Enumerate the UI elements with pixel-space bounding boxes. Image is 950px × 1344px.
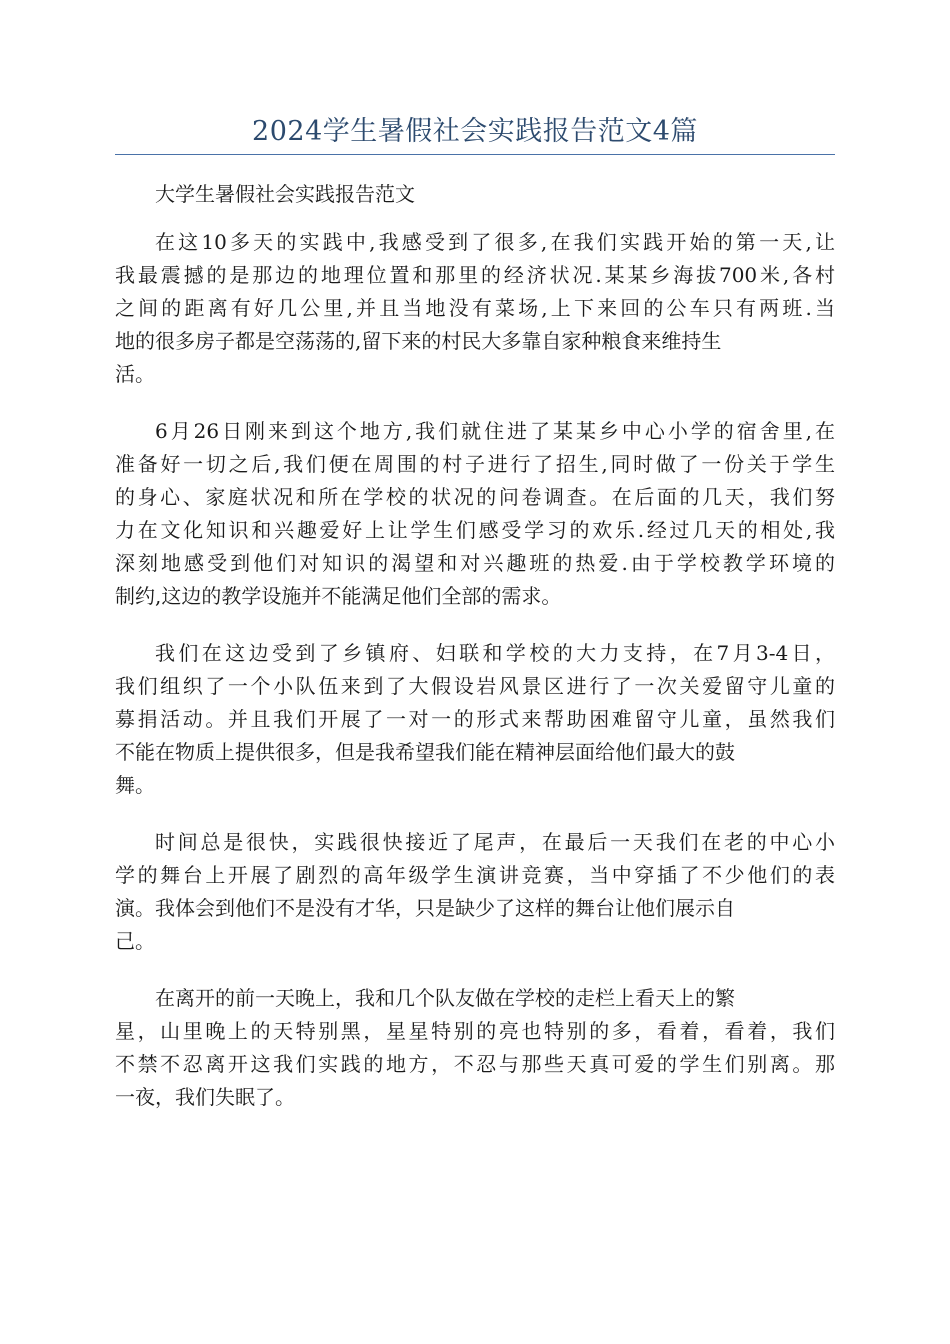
paragraph-line: 地的很多房子都是空荡荡的,留下来的村民大多靠自家种粮食来维持生 (115, 329, 722, 353)
paragraph-line: 学的舞台上开展了剧烈的高年级学生演讲竞赛，当中穿插了不少他们的表 (115, 863, 835, 887)
paragraph-line: 在离开的前一天晚上，我和几个队友做在学校的走栏上看天上的繁 (155, 986, 735, 1010)
paragraph-line: 的身心、家庭状况和所在学校的状况的问卷调查。在后面的几天，我们努 (115, 485, 835, 509)
paragraph-line: 不能在物质上提供很多，但是我希望我们能在精神层面给他们最大的鼓 (115, 740, 735, 764)
section-heading: 大学生暑假社会实践报告范文 (155, 182, 415, 206)
paragraph-line: 己。 (115, 929, 155, 953)
paragraph-line: 制约,这边的教学设施并不能满足他们全部的需求。 (115, 584, 562, 608)
paragraph-line: 时间总是很快，实践很快接近了尾声，在最后一天我们在老的中心小 (155, 830, 835, 854)
paragraph-2 (115, 415, 835, 613)
paragraph-line: 在这10多天的实践中,我感受到了很多,在我们实践开始的第一天,让 (155, 230, 835, 254)
paragraph-line: 星，山里晚上的天特别黑，星星特别的亮也特别的多，看着，看着，我们 (115, 1019, 835, 1043)
document-body (115, 172, 835, 1138)
paragraph-line: 准备好一切之后,我们便在周围的村子进行了招生,同时做了一份关于学生 (115, 452, 835, 476)
title-underline (115, 154, 835, 155)
paragraph-1 (115, 226, 835, 391)
paragraph-line: 活。 (115, 362, 155, 386)
paragraph-line: 募捐活动。并且我们开展了一对一的形式来帮助困难留守儿童，虽然我们 (115, 707, 835, 731)
document-title: 2024学生暑假社会实践报告范文4篇 (252, 116, 698, 147)
paragraph-4 (115, 826, 835, 958)
paragraph-line: 我最震撼的是那边的地理位置和那里的经济状况.某某乡海拔700米,各村 (115, 263, 835, 287)
paragraph-line: 演。我体会到他们不是没有才华，只是缺少了这样的舞台让他们展示自 (115, 896, 735, 920)
paragraph-line: 不禁不忍离开这我们实践的地方，不忍与那些天真可爱的学生们别离。那 (115, 1052, 835, 1076)
paragraph-line: 之间的距离有好几公里,并且当地没有菜场,上下来回的公车只有两班.当 (115, 296, 835, 320)
paragraph-line: 我们组织了一个小队伍来到了大假设岩风景区进行了一次关爱留守儿童的 (115, 674, 835, 698)
paragraph-line: 深刻地感受到他们对知识的渴望和对兴趣班的热爱.由于学校教学环境的 (115, 551, 835, 575)
paragraph-3 (115, 637, 835, 802)
paragraph-line: 一夜，我们失眠了。 (115, 1085, 295, 1109)
paragraph-line: 6月26日刚来到这个地方,我们就住进了某某乡中心小学的宿舍里,在 (155, 419, 835, 443)
paragraph-line: 舞。 (115, 773, 155, 797)
paragraph-line: 力在文化知识和兴趣爱好上让学生们感受学习的欢乐.经过几天的相处,我 (115, 518, 835, 542)
paragraph-line: 我们在这边受到了乡镇府、妇联和学校的大力支持，在7月3-4日， (155, 641, 835, 665)
paragraph-5 (115, 982, 835, 1114)
